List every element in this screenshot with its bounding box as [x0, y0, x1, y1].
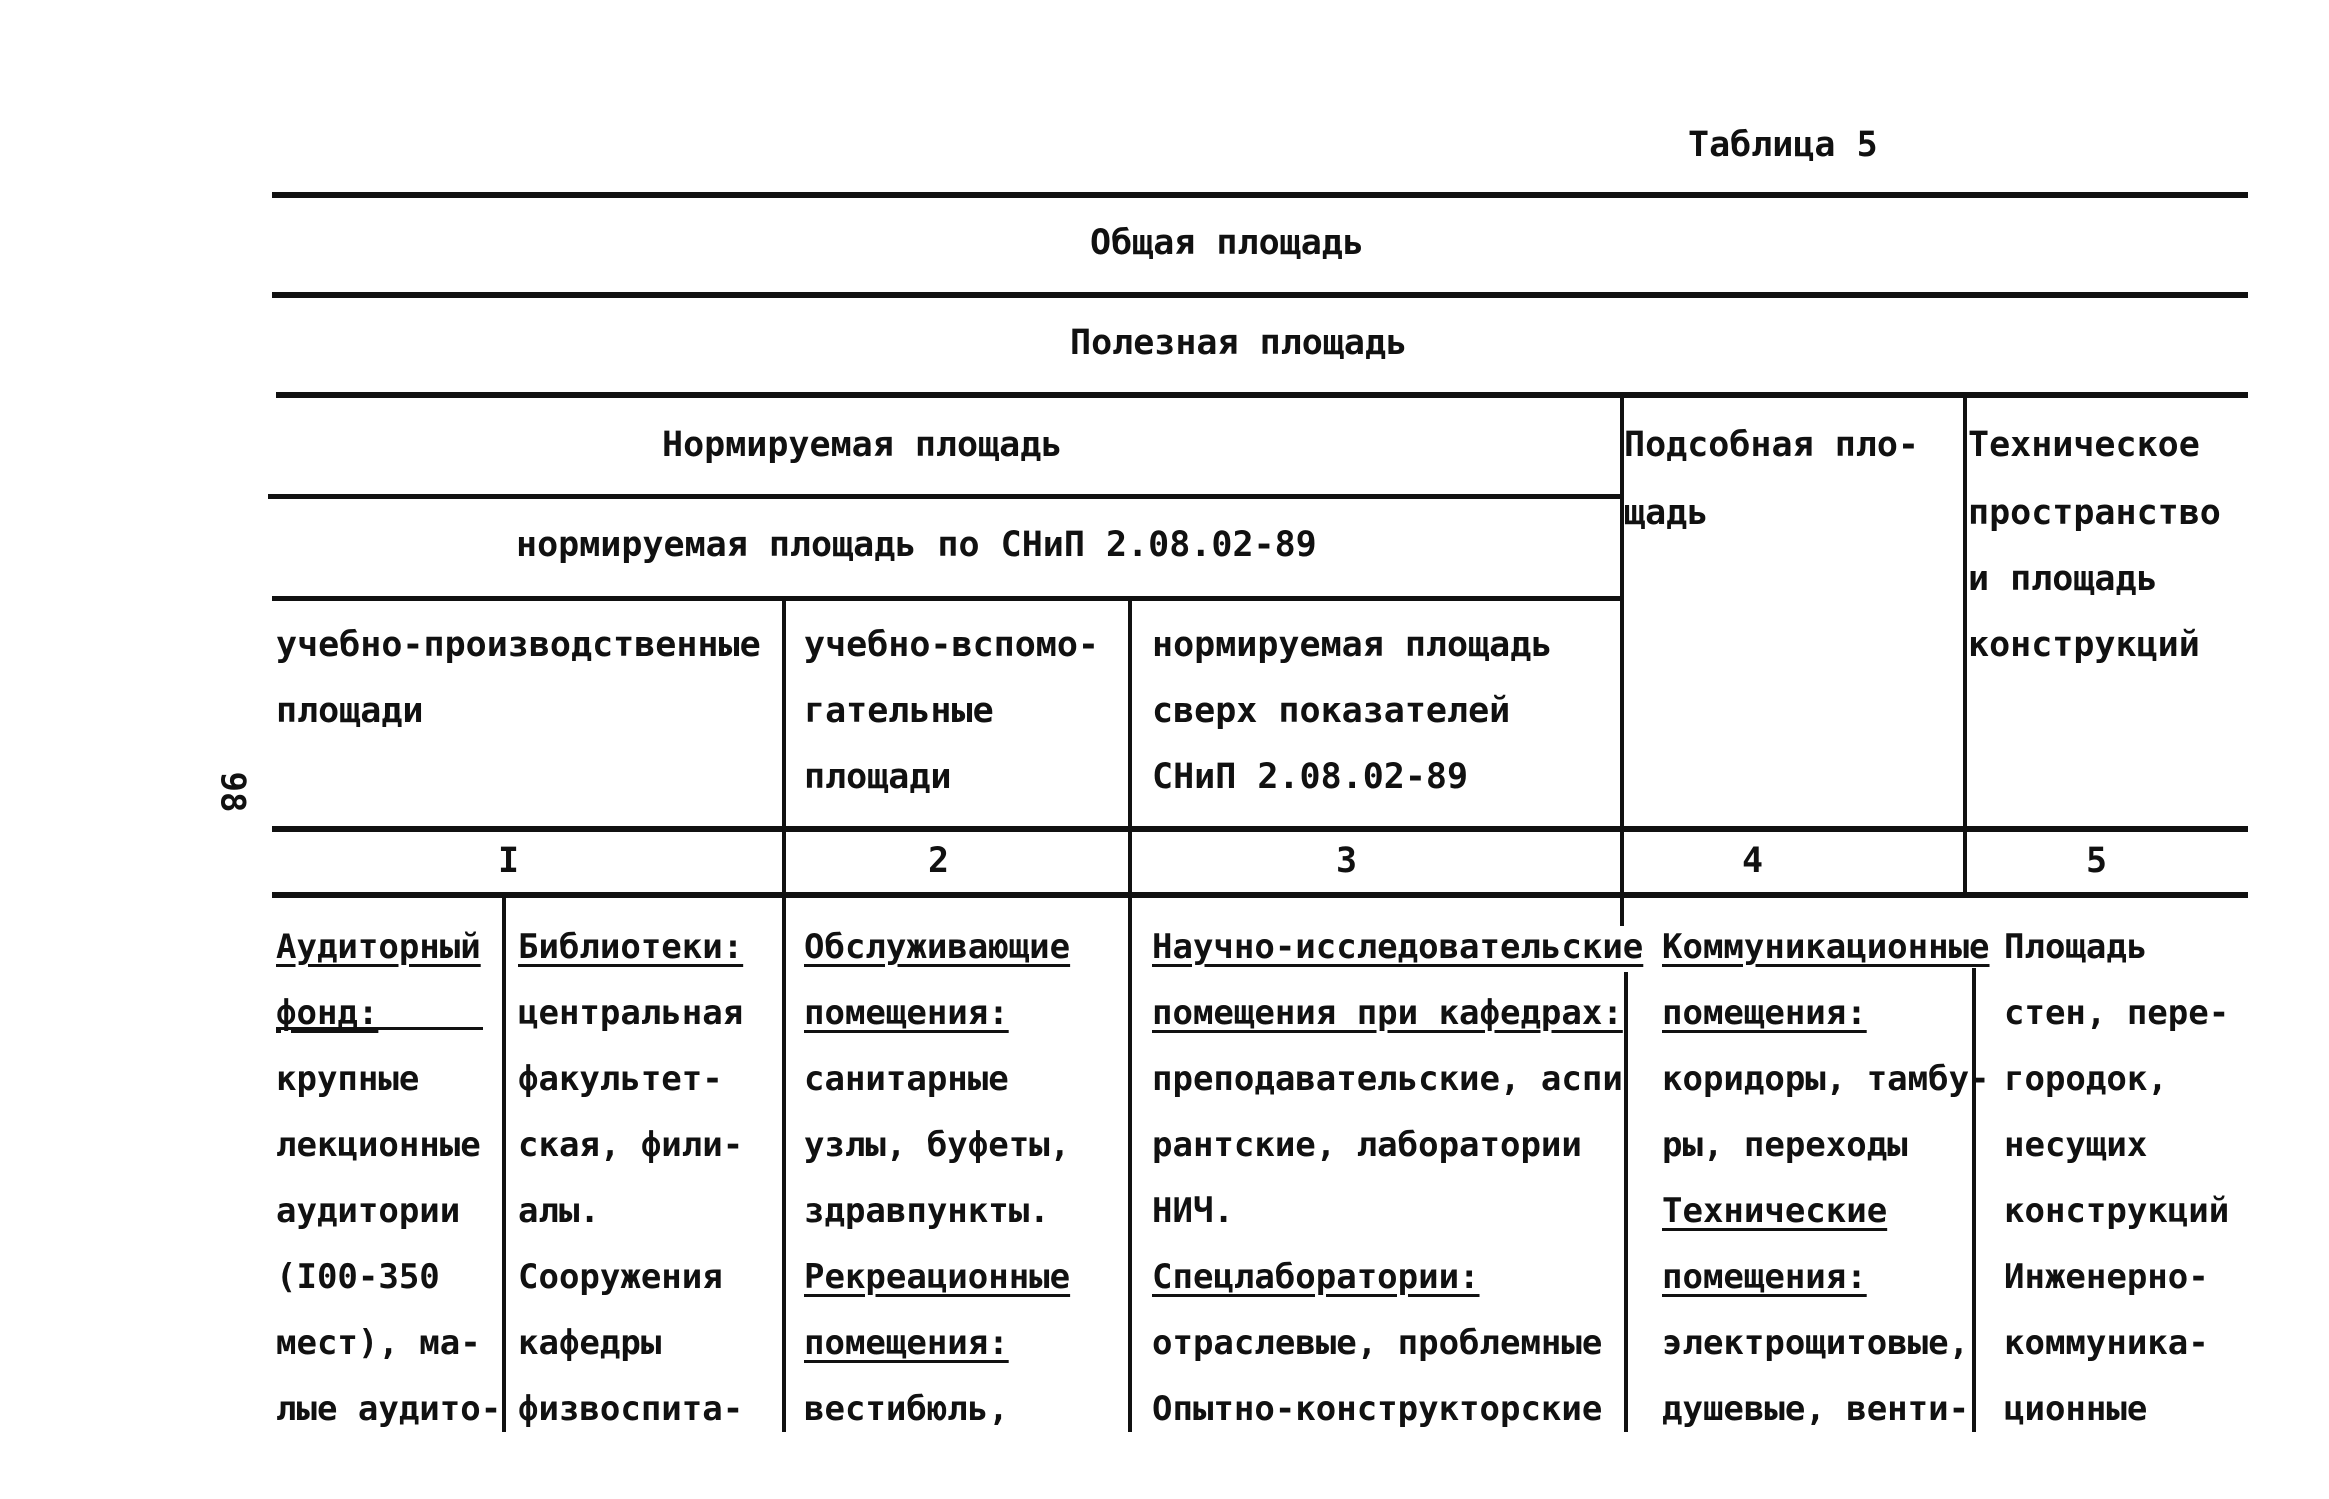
body-c4-line: электрощитовые,	[1662, 1323, 1970, 1363]
body-c3-line: Спецлаборатории:	[1152, 1257, 1480, 1297]
body-c1b-line: центральная	[518, 993, 744, 1033]
body-c4-line: Коммуникационные	[1662, 927, 1990, 967]
header-col2-line: учебно-вспомо-	[804, 625, 1100, 665]
rule-normed	[268, 494, 1622, 499]
body-c1b-line: Библиотеки:	[518, 927, 744, 967]
col-number: 5	[2086, 841, 2108, 881]
rule-useful	[276, 392, 2248, 398]
body-c3-line: отраслевые, проблемные	[1152, 1323, 1603, 1363]
vrule-num4	[1620, 832, 1624, 898]
body-c1a-line: крупные	[276, 1059, 420, 1099]
body-c5-line: Инженерно-	[2004, 1257, 2209, 1297]
body-c3-line: рантские, лаборатории	[1152, 1125, 1582, 1165]
col-number: 3	[1336, 841, 1358, 881]
body-c1a-line: фонд:	[276, 993, 379, 1033]
body-c1b-line: факультет-	[518, 1059, 723, 1099]
body-c1b-line: физвоспита-	[518, 1389, 744, 1429]
body-c1b-line: ская, фили-	[518, 1125, 744, 1165]
body-c2-line: Рекреационные	[804, 1257, 1071, 1297]
body-c1a-line: лые аудито-	[276, 1389, 502, 1429]
header-tech-line: конструкций	[1968, 625, 2200, 665]
body-c4-line: ры, переходы	[1662, 1125, 1908, 1165]
col-number: 4	[1742, 841, 1764, 881]
vrule-col5-body	[1972, 968, 1976, 1432]
header-useful: Полезная площадь	[1070, 323, 1408, 363]
body-c2-line: санитарные	[804, 1059, 1009, 1099]
rule-total	[272, 292, 2248, 298]
vrule-col1-split	[502, 896, 506, 1432]
body-c2-line: здравпункты.	[804, 1191, 1050, 1231]
header-col3-line: нормируемая площадь	[1152, 625, 1553, 665]
header-col3-line: СНиП 2.08.02-89	[1152, 757, 1469, 797]
rule-colhead	[272, 826, 2248, 832]
header-total: Общая площадь	[1090, 223, 1364, 263]
body-c5-line: конструкций	[2004, 1191, 2230, 1231]
body-c5-line: несущих	[2004, 1125, 2148, 1165]
header-aux-line: щадь	[1624, 493, 1709, 533]
body-c3-line: преподавательские, аспи	[1152, 1059, 1623, 1099]
body-c4-line: Технические	[1662, 1191, 1888, 1231]
header-col2-line: гательные	[804, 691, 994, 731]
body-c4-line: помещения:	[1662, 1257, 1867, 1297]
header-tech-line: Техническое	[1968, 425, 2200, 465]
body-c5-line: коммуника-	[2004, 1323, 2209, 1363]
body-c3-line: Научно-исследовательские	[1152, 927, 1644, 967]
header-aux-line: Подсобная пло-	[1624, 425, 1920, 465]
body-c1b-line: кафедры	[518, 1323, 662, 1363]
header-tech-line: пространство	[1968, 493, 2221, 533]
body-c3-line: НИЧ.	[1152, 1191, 1234, 1231]
body-c1a-line: мест), ма-	[276, 1323, 481, 1363]
header-col2-line: площади	[804, 757, 952, 797]
body-c1a-line: (I00-350	[276, 1257, 440, 1297]
rule-top	[272, 192, 2248, 198]
header-col1-line: учебно-производственные	[276, 625, 761, 665]
body-c4-line: помещения:	[1662, 993, 1867, 1033]
body-c3-line: помещения при кафедрах:	[1152, 993, 1623, 1033]
header-col1-line: площади	[276, 691, 424, 731]
body-c1b-line: алы.	[518, 1191, 600, 1231]
header-col3-line: сверх показателей	[1152, 691, 1511, 731]
body-c5-line: городок,	[2004, 1059, 2168, 1099]
body-c5-line: Площадь	[2004, 927, 2148, 967]
body-c2-line: Обслуживающие	[804, 927, 1071, 967]
table-label: Таблица 5	[1688, 125, 1878, 165]
body-c1a-line: Аудиторный	[276, 927, 481, 967]
vrule-col2	[782, 596, 786, 1432]
rule-colnum	[272, 892, 2248, 898]
body-c2-line: помещения:	[804, 1323, 1009, 1363]
body-c1b-line: Сооружения	[518, 1257, 723, 1297]
body-c4-line: коридоры, тамбу-	[1662, 1059, 1990, 1099]
col-number: I	[498, 841, 520, 881]
vrule-tech	[1963, 396, 1967, 830]
rule-snip	[272, 596, 1624, 601]
body-c1a-line: лекционные	[276, 1125, 481, 1165]
body-c4-line: душевые, венти-	[1662, 1389, 1970, 1429]
body-c5-line: стен, пере-	[2004, 993, 2230, 1033]
body-c2-line: вестибюль,	[804, 1389, 1009, 1429]
body-c3-line: Опытно-конструкторские	[1152, 1389, 1603, 1429]
body-c2-line: помещения:	[804, 993, 1009, 1033]
header-tech-line: и площадь	[1968, 559, 2158, 599]
header-normed: Нормируемая площадь	[662, 425, 1063, 465]
body-c1a-line: аудитории	[276, 1191, 461, 1231]
vrule-col3	[1128, 596, 1132, 1432]
page-number: 98	[212, 771, 253, 813]
vrule-num5	[1963, 832, 1967, 898]
vrule-col4-body	[1624, 972, 1628, 1432]
body-c2-line: узлы, буфеты,	[804, 1125, 1071, 1165]
col-number: 2	[928, 841, 950, 881]
header-normed-snip: нормируемая площадь по СНиП 2.08.02-89	[516, 525, 1317, 565]
body-c5-line: ционные	[2004, 1389, 2148, 1429]
